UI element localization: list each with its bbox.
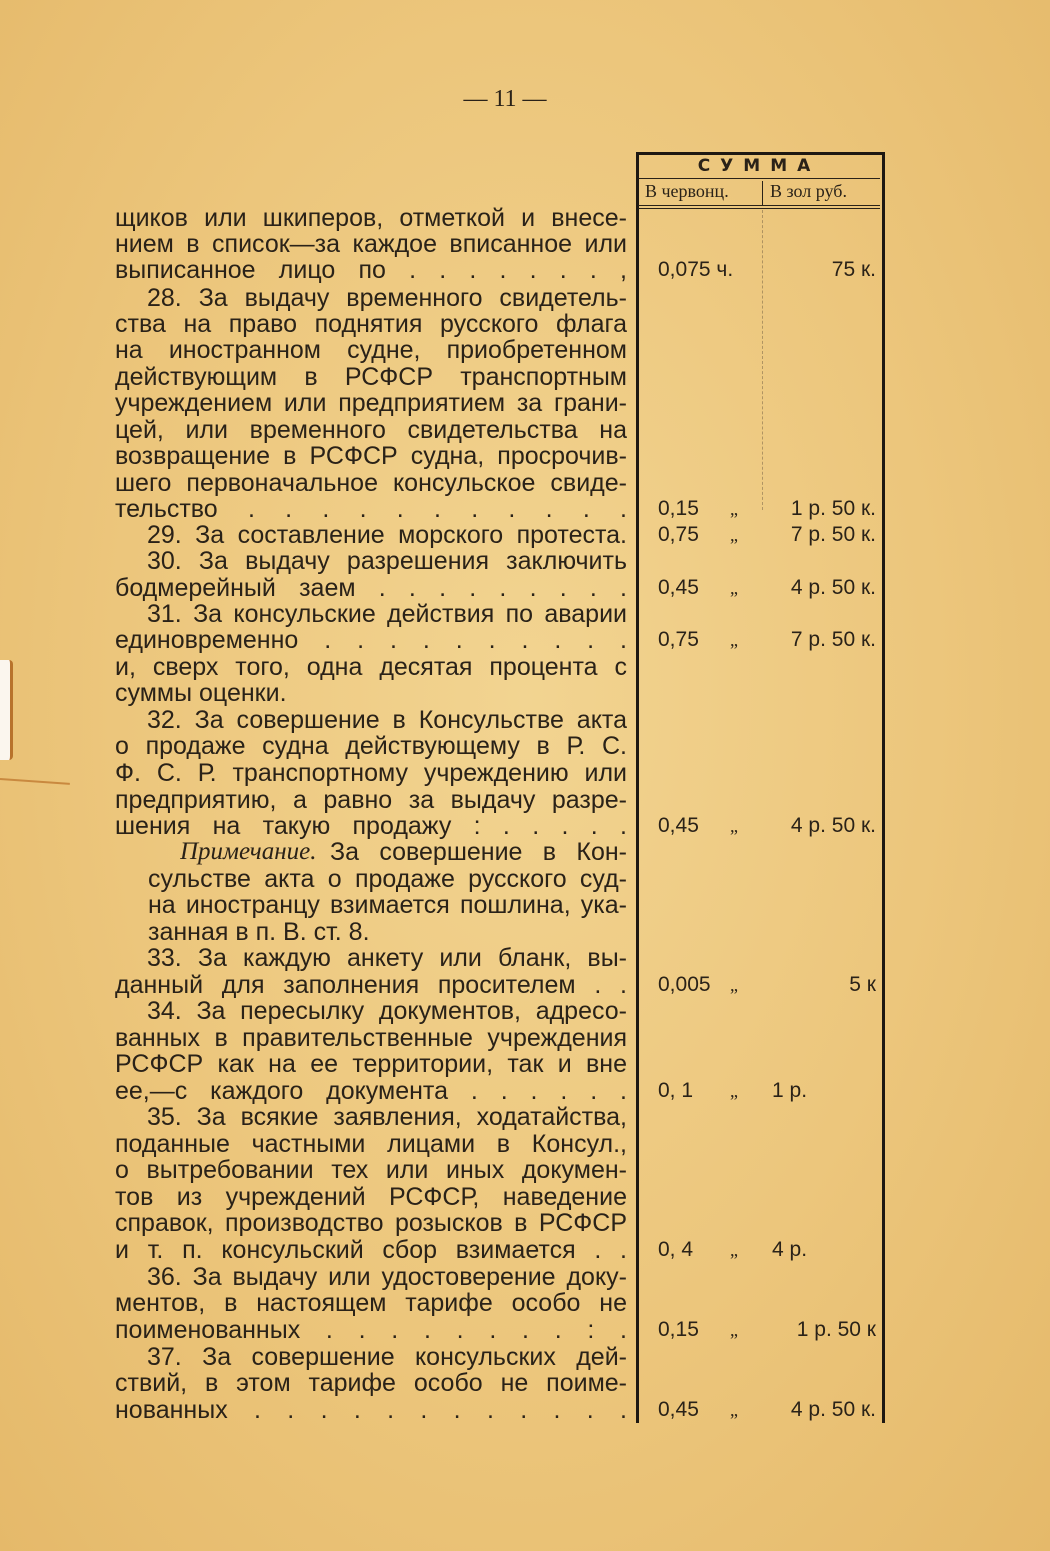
amount-gold-rubles: 1 р. 50 к <box>796 1318 876 1341</box>
table-rule <box>638 208 880 209</box>
text-line: и, сверх того, одна десятая процента с <box>115 654 627 680</box>
text-line: учреждением или предприятием за грани- <box>115 390 627 416</box>
text-line: 28. За выдачу временного свидетель- <box>147 285 627 311</box>
table-rule <box>638 205 880 206</box>
page-number: — 11 — <box>463 86 547 112</box>
ditto-mark: „ <box>730 499 738 519</box>
text-line: 37. За совершение консульских дей- <box>147 1344 627 1370</box>
text-line: о вытребовании тех или иных докумен- <box>115 1157 627 1183</box>
text-line: ванных в правительственные учреждения <box>115 1025 627 1051</box>
text-line: занная в п. В. ст. 8. <box>148 919 370 945</box>
text-line: 30. За выдачу разрешения заключить <box>147 548 627 574</box>
amount-chervonets: 0,005 <box>658 973 711 996</box>
amount-chervonets: 0, 4 <box>658 1238 694 1261</box>
text-line: 29. За составление морского протеста. <box>147 522 627 548</box>
torn-paper-edge <box>0 660 13 760</box>
text-line: тов из учреждений РСФСР, наведение <box>115 1184 627 1210</box>
amount-gold-rubles: 7 р. 50 к. <box>790 523 876 546</box>
text-line: шения на такую продажу : . . . . . <box>115 813 627 839</box>
text-line: Ф. С. Р. транспортному учреждению или <box>115 760 627 786</box>
amount-gold-rubles: 1 р. 50 к. <box>790 497 876 520</box>
amount-chervonets: 0,45 <box>658 1398 699 1421</box>
text-line: 36. За выдачу или удостоверение доку- <box>147 1264 627 1290</box>
text-line: ментов, в настоящем тарифе особо не <box>115 1290 627 1316</box>
table-title: СУММА <box>697 156 821 176</box>
paper-crease <box>0 778 70 785</box>
text-line: 35. За всякие заявления, ходатайства, <box>147 1104 627 1130</box>
amount-chervonets: 0,75 <box>658 523 699 546</box>
ditto-mark: „ <box>730 1081 738 1101</box>
ditto-mark: „ <box>730 1240 738 1260</box>
text-line: нием в список—за каждое вписанное или <box>115 231 627 257</box>
text-line: данный для заполнения просителем . . <box>115 972 627 998</box>
text-line: ствий, в этом тарифе особо не поиме- <box>115 1370 627 1396</box>
amount-table-frame <box>636 152 885 1423</box>
text-line: на иностранцу взимается пошлина, ука- <box>148 892 627 918</box>
amount-gold-rubles: 5 к <box>849 973 876 996</box>
text-line: 32. За совершение в Консульстве акта <box>147 707 627 733</box>
text-line: 34. За пересылку документов, адресо- <box>147 998 627 1024</box>
text-line: цей, или временного свидетельства на <box>115 417 627 443</box>
text-line: 31. За консульские действия по аварии <box>147 601 627 627</box>
amount-chervonets: 0,45 <box>658 576 699 599</box>
ditto-mark: „ <box>730 816 738 836</box>
text-line: РСФСР как на ее территории, так и вне <box>115 1051 627 1077</box>
amount-gold-rubles: 75 к. <box>831 258 876 281</box>
amount-chervonets: 0,075 ч. <box>658 258 734 281</box>
amount-chervonets: 0,15 <box>658 1318 699 1341</box>
ditto-mark: „ <box>730 1400 738 1420</box>
text-line: сульстве акта о продаже русского суд- <box>148 866 627 892</box>
ditto-mark: „ <box>730 578 738 598</box>
amount-gold-rubles: 4 р. 50 к. <box>790 576 876 599</box>
amount-gold-rubles: 4 р. 50 к. <box>790 1398 876 1421</box>
ditto-mark: „ <box>730 975 738 995</box>
amount-chervonets: 0,45 <box>658 814 699 837</box>
amount-gold-rubles: 4 р. 50 к. <box>790 814 876 837</box>
amount-gold-rubles: 4 р. <box>772 1238 808 1261</box>
table-rule <box>638 178 880 179</box>
text-line: ства на право поднятия русского флага <box>115 311 627 337</box>
ditto-mark: „ <box>730 1320 738 1340</box>
text-line: ее,—с каждого документа . . . . . . <box>115 1078 627 1104</box>
text-line: выписанное лицо по . . . . . . . , <box>115 257 627 283</box>
amount-gold-rubles: 1 р. <box>772 1079 808 1102</box>
column-header-gold-rubles: В зол руб. <box>770 181 847 201</box>
text-line: щиков или шкиперов, отметкой и внесе- <box>115 205 627 231</box>
ditto-mark: „ <box>730 630 738 650</box>
text-line: возвращение в РСФСР судна, просрочив- <box>115 443 627 469</box>
text-line: бодмерейный заем . . . . . . . . . <box>115 575 627 601</box>
note-label: Примечание. <box>180 839 317 865</box>
amount-gold-rubles: 7 р. 50 к. <box>790 628 876 651</box>
text-line: шего первоначальное консульское свиде- <box>115 470 627 496</box>
text-line: о продаже судна действующему в Р. С. <box>115 733 627 759</box>
column-header-chervonets: В червонц. <box>645 181 729 201</box>
text-line: поименованных . . . . . . . . : . <box>115 1317 627 1343</box>
text-line: нованных . . . . . . . . . . . . <box>115 1397 627 1423</box>
text-line: предприятию, а равно за выдачу разре- <box>115 787 627 813</box>
text-line: поданные частными лицами в Консул., <box>115 1131 627 1157</box>
text-line: справок, производство розысков в РСФСР <box>115 1210 627 1236</box>
text-line: За совершение в Кон- <box>330 839 627 865</box>
amount-chervonets: 0,15 <box>658 497 699 520</box>
text-line: и т. п. консульский сбор взимается . . <box>115 1237 627 1263</box>
text-line: суммы оценки. <box>115 680 287 706</box>
text-line: единовременно . . . . . . . . . . <box>115 627 627 653</box>
amount-chervonets: 0,75 <box>658 628 699 651</box>
text-line: тельство . . . . . . . . . . . <box>115 496 627 522</box>
amount-chervonets: 0, 1 <box>658 1079 694 1102</box>
text-line: на иностранном судне, приобретенном <box>115 337 627 363</box>
column-divider-faint <box>762 210 763 510</box>
text-line: 33. За каждую анкету или бланк, вы- <box>147 945 627 971</box>
ditto-mark: „ <box>730 525 738 545</box>
text-line: действующим в РСФСР транспортным <box>115 364 627 390</box>
column-divider <box>762 181 763 205</box>
